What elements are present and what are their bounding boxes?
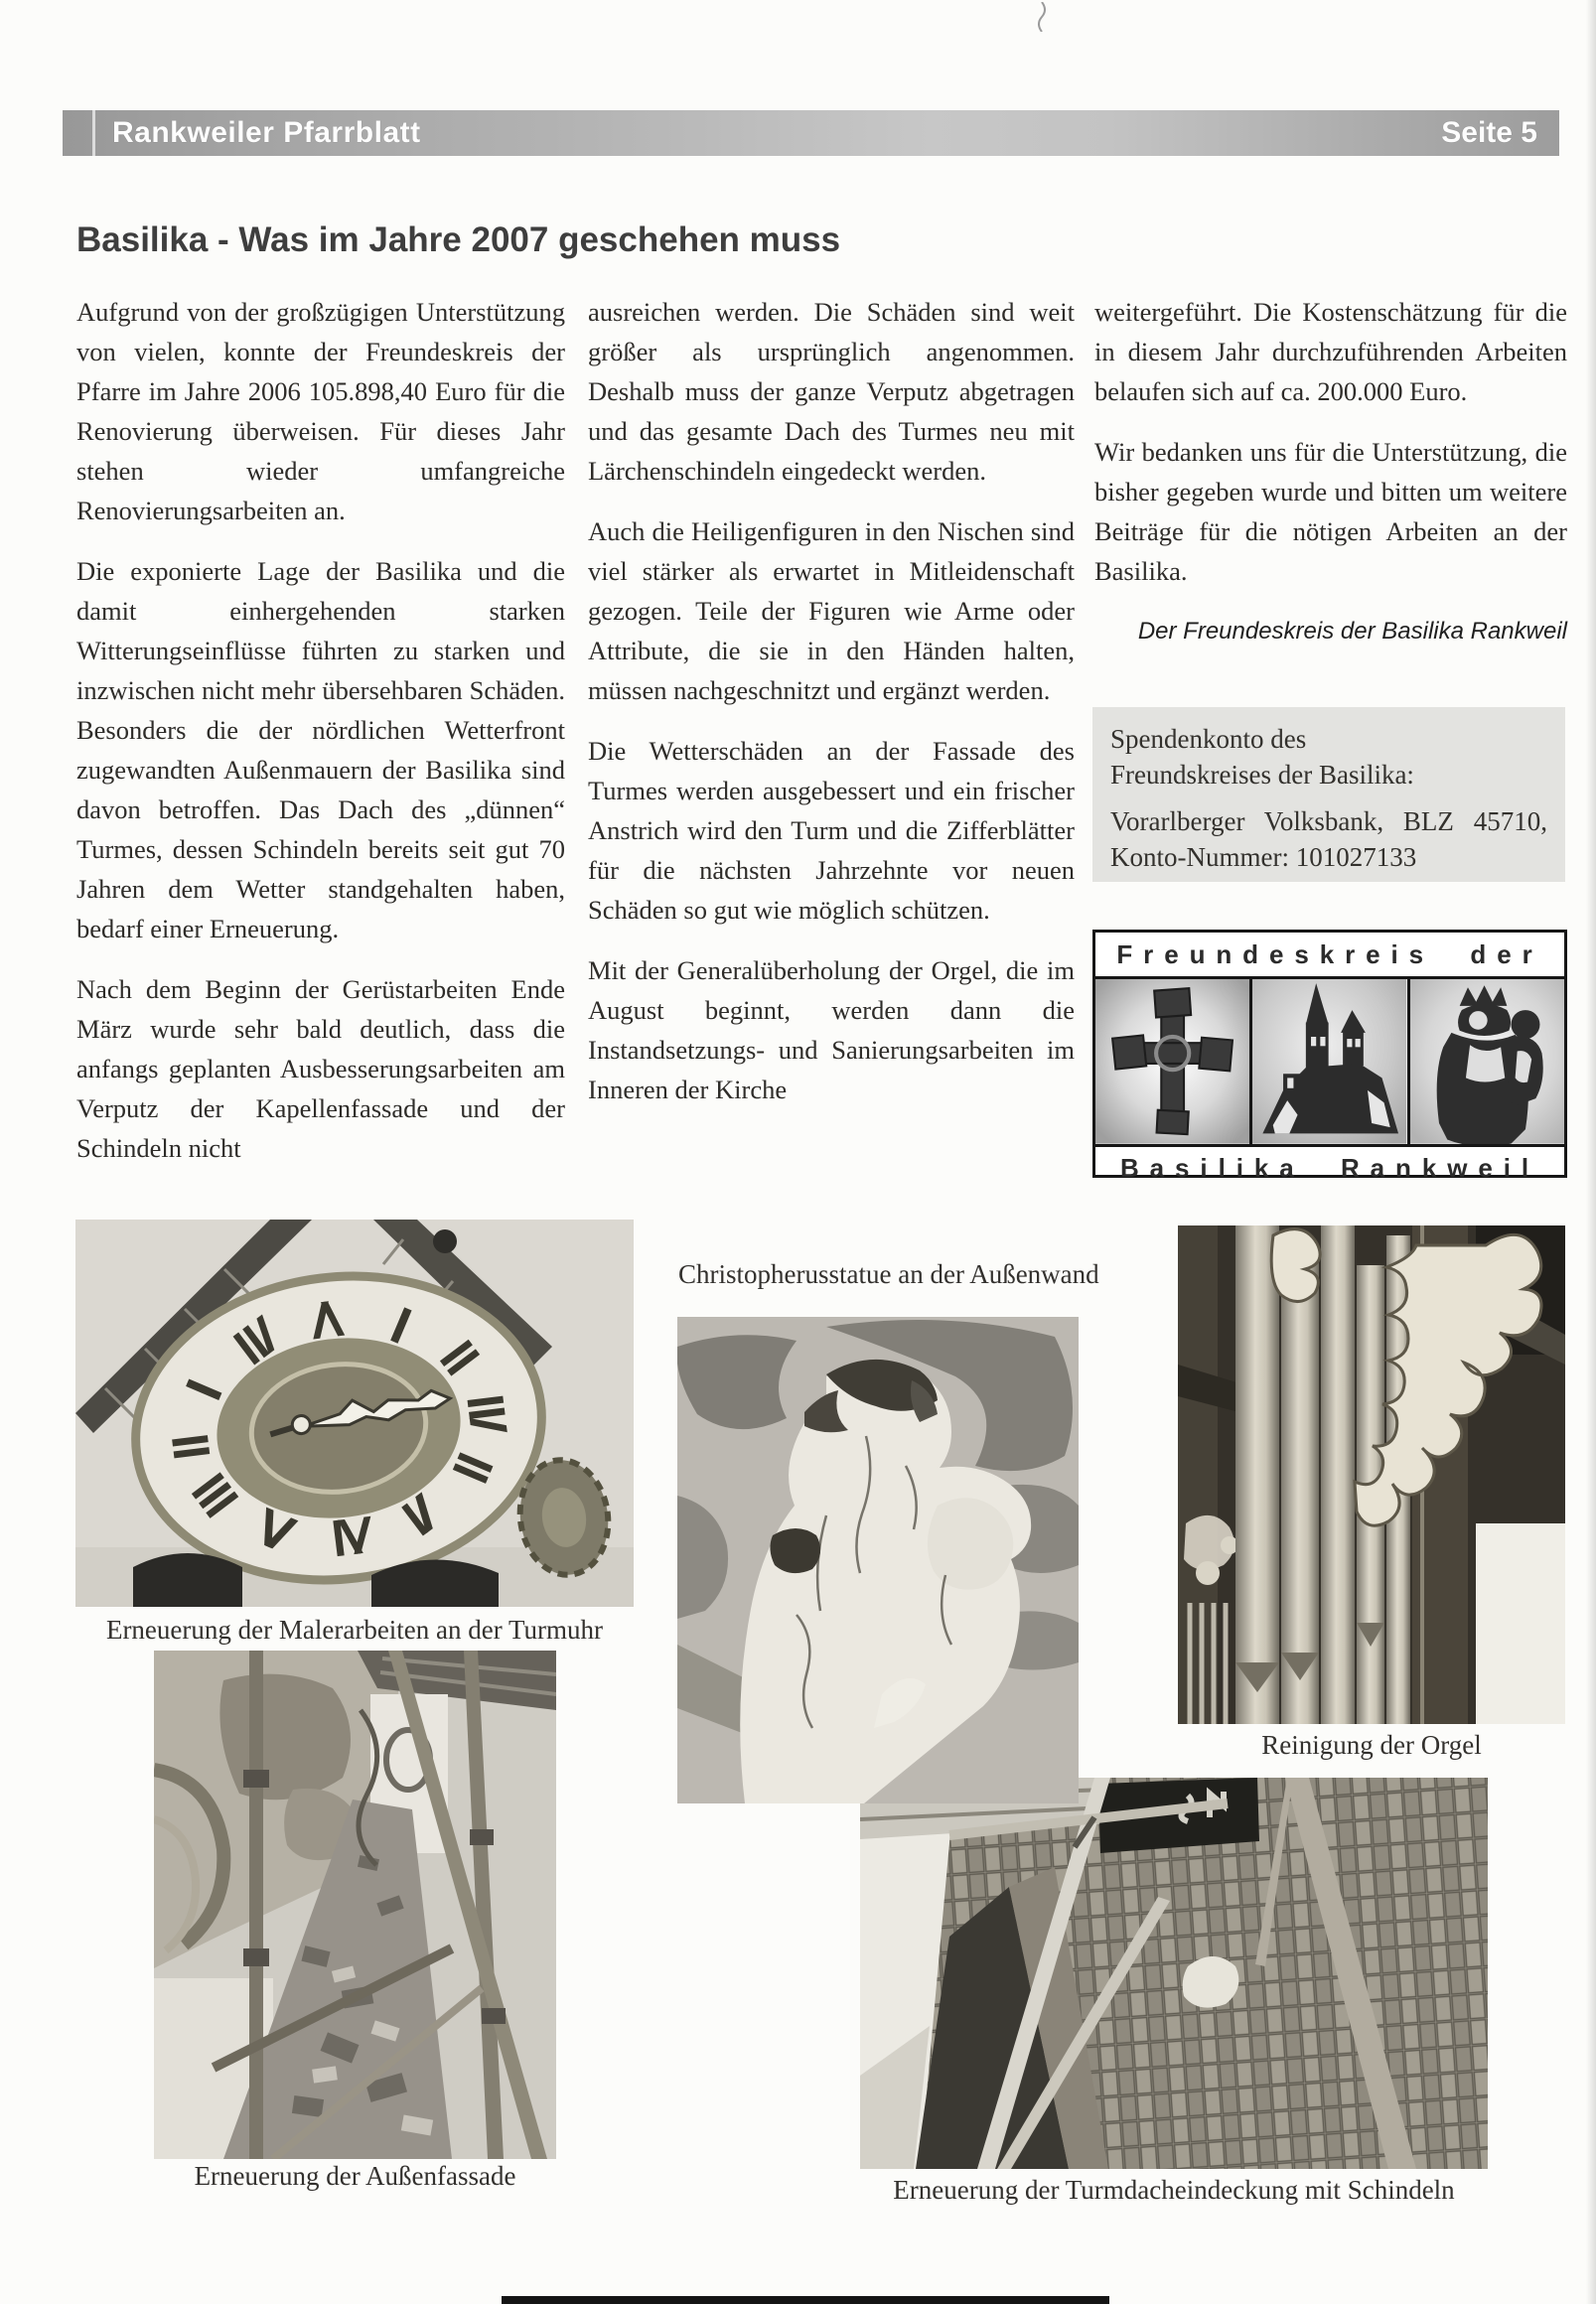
roof-photo-caption: Erneuerung der Turmdacheindeckung mit Schindeln xyxy=(893,2175,1455,2205)
organ-photo-caption: Reinigung der Orgel xyxy=(1261,1730,1482,1760)
page-number: Seite 5 xyxy=(1441,116,1537,149)
madonna-with-child-icon xyxy=(1407,979,1564,1144)
paragraph: ausreichen werden. Die Schäden sind weit größer als ursprünglich angenommen. Deshalb muss der ganze Verputz abgetragen und das gesamte Dach des Turmes neu mit Lärchenschindeln eingedeckt werden. xyxy=(588,297,1075,486)
cross-icon xyxy=(1095,979,1249,1144)
clock-tower-photo xyxy=(75,1220,634,1607)
paragraph: Aufgrund von der großzügigen Unterstützung von vielen, konnte der Freundeskreis der Pfarre im Jahre 2006 105.898,40 Euro für die Renovierung überweisen. Für dieses Jahr stehen wieder umfangreiche Renovierungsarbeiten an. xyxy=(76,297,565,525)
paragraph: Nach dem Beginn der Gerüstarbeiten Ende März wurde sehr bald deutlich, dass die anfangs geplanten Ausbesserungsarbeiten am Verputz der Kapellenfassade und der Schindeln nicht xyxy=(76,974,565,1163)
masthead-fold-line xyxy=(92,110,95,156)
article-signature: Der Freundeskreis der Basilika Rankweil xyxy=(1137,618,1567,645)
text-column-2 xyxy=(588,292,1075,1130)
article-headline: Basilika - Was im Jahre 2007 geschehen muss xyxy=(76,220,841,259)
donation-line-1: Spendenkonto des xyxy=(1110,724,1307,754)
paragraph: Mit der Generalüberholung der Orgel, die im August beginnt, werden dann die Instandsetzungs- und Sanierungsarbeiten im Inneren der Kirche xyxy=(588,955,1075,1104)
organ-photo xyxy=(1178,1225,1565,1724)
logo-bottom-label: Basilika Rankweil xyxy=(1095,1144,1564,1191)
masthead-bar xyxy=(63,110,1559,156)
facade-scaffolding-photo xyxy=(154,1651,556,2159)
paragraph: Die Wetterschäden an der Fassade des Turmes werden ausgebessert und ein frischer Anstrich wird den Turm und die Zifferblätter für die nächsten Jahrzehnte vor neuen Schäden so gut wie möglich schützen. xyxy=(588,736,1075,925)
paragraph: Die exponierte Lage der Basilika und die damit einhergehenden starken Witterungseinflüsse führten zu starken und inzwischen nicht mehr übersehbaren Schäden. Besonders die der nördlichen Wetterfront zugewandten Außenmauern der Basilika sind davon betroffen. Das Dach des „dünnen“ Turmes, dessen Schindeln bereits seit gut 70 Jahren dem Wetter standgehalten haben, bedarf einer Erneuerung. xyxy=(76,556,565,943)
newsletter-title: Rankweiler Pfarrblatt xyxy=(112,116,421,149)
facade-photo-caption: Erneuerung der Außenfassade xyxy=(194,2161,516,2191)
donation-line-2: Freundskreises der Basilika: xyxy=(1110,760,1414,790)
freundeskreis-logo-box xyxy=(1092,930,1567,1184)
scan-edge-shadow xyxy=(1586,0,1596,2304)
statue-photo xyxy=(677,1317,1079,1803)
text-column-1 xyxy=(76,292,565,1189)
roof-shingles-photo xyxy=(860,1778,1488,2169)
logo-image-strip xyxy=(1095,979,1564,1144)
paragraph: Wir bedanken uns für die Unterstützung, die bisher gegeben wurde und bitten um weitere Beiträge für die nötigen Arbeiten an der Basilika. xyxy=(1094,437,1567,586)
clock-photo-caption: Erneuerung der Malerarbeiten an der Turmuhr xyxy=(105,1615,604,1645)
logo-top-label: Freundeskreis der xyxy=(1095,933,1564,979)
donation-account-details: Vorarlberger Volksbank, BLZ 45710, Konto-Nummer: 101027133 xyxy=(1110,806,1547,872)
statue-photo-caption: Christopherusstatue an der Außenwand xyxy=(678,1259,1099,1289)
fold-mark xyxy=(1035,2,1049,32)
text-column-3 xyxy=(1094,292,1567,651)
scan-bottom-mark xyxy=(502,2296,1109,2304)
donation-account-box xyxy=(1092,707,1565,882)
church-icon xyxy=(1249,979,1406,1144)
paragraph: Auch die Heiligenfiguren in den Nischen sind viel stärker als erwartet in Mitleidenschaft gezogen. Teile der Figuren wie Arme oder Attribute, die sie in den Händen halten, müssen nachgeschnitzt und ergänzt werden. xyxy=(588,516,1075,705)
paragraph: weitergeführt. Die Kostenschätzung für die in diesem Jahr durchzuführenden Arbeiten belaufen sich auf ca. 200.000 Euro. xyxy=(1094,297,1567,406)
